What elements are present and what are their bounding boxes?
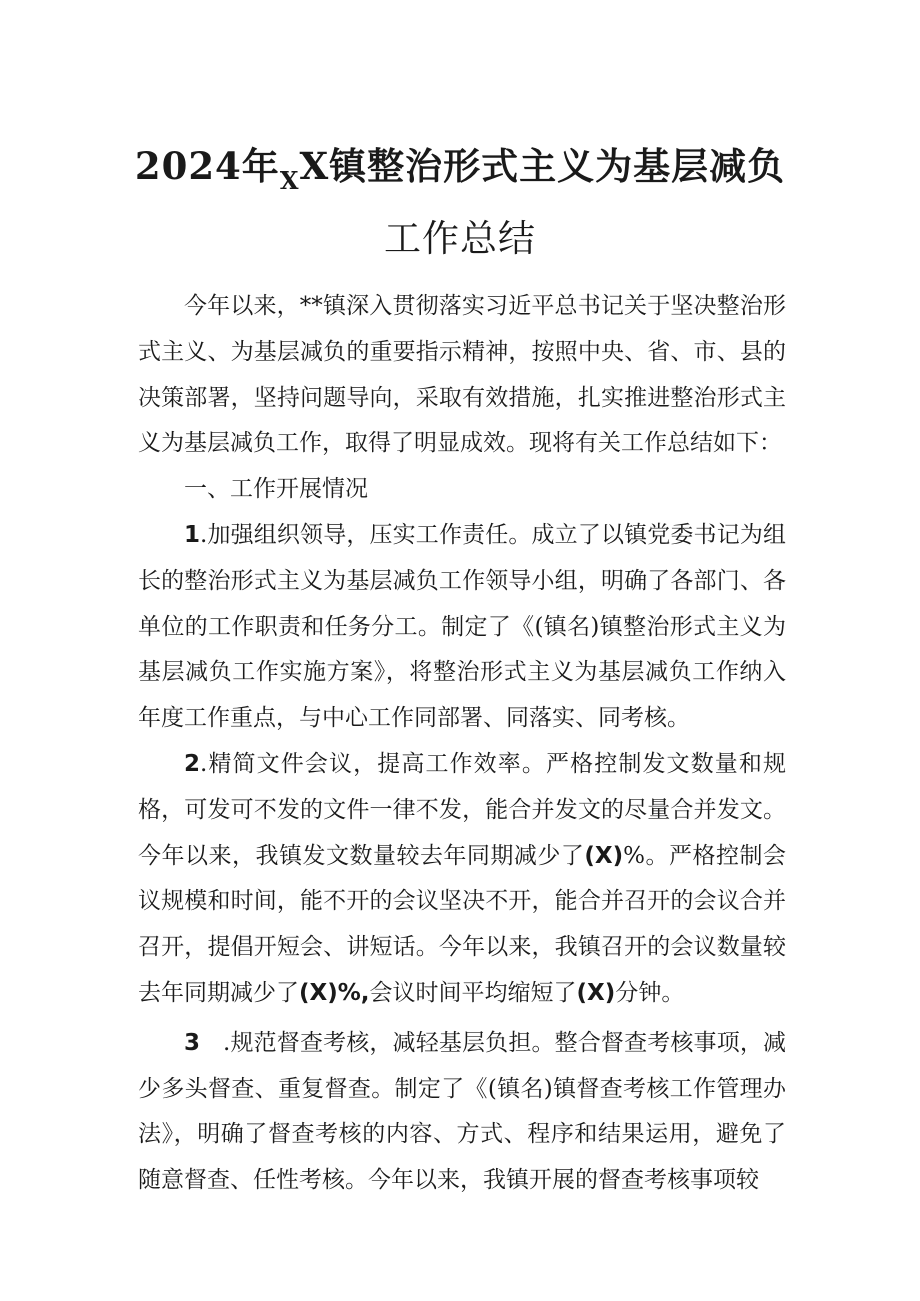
- item-3-text: .规范督查考核，减轻基层负担。整合督查考核事项，减少多头督查、重复督查。制定了《(镇名)镇督查考核工作管理办法》，明确了督查考核的内容、方式、程序和结果运用，避免了随意督查、任性考核。今年以来，我镇开展的督查考核事项较: [138, 1029, 786, 1194]
- item-1-text: .加强组织领导，压实工作责任。成立了以镇党委书记为组长的整治形式主义为基层减负工作领导小组，明确了各部门、各单位的工作职责和任务分工。制定了《(镇名)镇整治形式主义为基层减负工作实施方案》，将整治形式主义为基层减负工作纳入年度工作重点，与中心工作同部署、同落实、同考核。: [138, 521, 786, 732]
- item-2-text-d: 分钟。: [615, 979, 685, 1006]
- placeholder-1: (X): [584, 842, 624, 869]
- item-2-text-c: 会议时间平均缩短了: [369, 979, 577, 1006]
- title-subscript: X: [279, 166, 300, 195]
- title-main: X镇整治形式主义为基层减负: [299, 144, 786, 188]
- item-2-text-b: %。严格控制会议规模和时间，能不开的会议坚决不开，能合并召开的会议合并召开，提倡开短会、讲短话。今年以来，我镇召开的会议数量较去年同期减少了: [138, 842, 786, 1006]
- intro-paragraph: 今年以来，**镇深入贯彻落实习近平总书记关于坚决整治形式主义、为基层减负的重要指示精神，按照中央、省、市、县的决策部署，坚持问题导向，采取有效措施，扎实推进整治形式主义为基层减负工作，取得了明显成效。现将有关工作总结如下：: [138, 293, 786, 457]
- item-3-paragraph: [138, 1021, 786, 1204]
- placeholder-3: (X): [576, 979, 616, 1006]
- title-year: 2024年: [134, 144, 280, 188]
- document-title-line-2: 工作总结: [384, 217, 536, 260]
- section-heading: 一、工作开展情况: [184, 476, 368, 503]
- item-3-number: 3: [184, 1029, 201, 1056]
- item-2-number: 2: [184, 750, 201, 777]
- document-body: [138, 284, 786, 1204]
- placeholder-2: (X)%,: [299, 979, 370, 1006]
- item-1-paragraph: [138, 513, 786, 742]
- item-1-number: 1: [184, 521, 201, 548]
- item-2-text-a: .精简文件会议，提高工作效率。严格控制发文数量和规格，可发可不发的文件一律不发，能合并发文的尽量合并发文。今年以来，我镇发文数量较去年同期减少了: [138, 750, 786, 869]
- document-title-line-1: [0, 136, 920, 195]
- item-2-paragraph: [138, 742, 786, 1017]
